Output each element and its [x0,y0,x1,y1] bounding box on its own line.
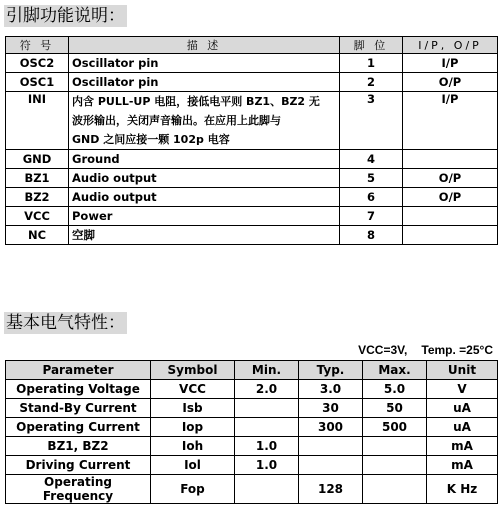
param-name: BZ1, BZ2 [6,437,151,456]
desc-line: GND 之间应接一颗 102p 电容 [72,133,230,146]
param-typ: 3.0 [299,380,363,399]
pin-symbol: INI [6,92,69,150]
pin-number: 4 [340,150,403,169]
header-max: Max. [363,361,427,380]
param-min [235,399,299,418]
header-parameter: Parameter [6,361,151,380]
param-max [363,475,427,504]
pin-symbol: OSC1 [6,73,69,92]
param-name: Operating Voltage [6,380,151,399]
table-row [6,226,498,245]
param-symbol: Iop [151,418,235,437]
pin-description: Audio output [69,188,340,207]
table-row [6,207,498,226]
pin-io [403,207,498,226]
param-typ [299,437,363,456]
pin-number: 3 [340,92,403,150]
header-io: I/P, O/P [403,37,498,54]
param-unit: V [427,380,498,399]
table-header-row [6,37,498,54]
param-symbol: Fop [151,475,235,504]
pin-io [403,226,498,245]
param-symbol: Isb [151,399,235,418]
header-unit: Unit [427,361,498,380]
pin-description: Oscillator pin [69,73,340,92]
table-header-row [6,361,498,380]
param-min: 1.0 [235,456,299,475]
pin-symbol: BZ1 [6,169,69,188]
pin-symbol: OSC2 [6,54,69,73]
param-unit: mA [427,437,498,456]
pin-io [403,150,498,169]
pin-io: I/P [403,54,498,73]
header-symbol: Symbol [151,361,235,380]
pin-description: Power [69,207,340,226]
header-description: 描 述 [69,37,340,54]
table-row [6,475,498,504]
table-row [6,399,498,418]
param-typ [299,456,363,475]
pin-symbol: BZ2 [6,188,69,207]
test-conditions [358,343,493,357]
pin-io: O/P [403,73,498,92]
pin-description: Ground [69,150,340,169]
param-unit: mA [427,456,498,475]
table-row [6,169,498,188]
pin-description: 空脚 [69,226,340,245]
pin-symbol: NC [6,226,69,245]
pin-io: I/P [403,92,498,150]
param-min [235,475,299,504]
electrical-characteristics-table [5,360,498,504]
pin-number: 7 [340,207,403,226]
param-name: Operating Frequency [6,475,151,504]
pin-symbol: VCC [6,207,69,226]
param-max: 50 [363,399,427,418]
table-row [6,456,498,475]
param-min: 1.0 [235,437,299,456]
pin-io: O/P [403,188,498,207]
desc-line: 波形输出，关闭声音输出。在应用上此脚与 [72,114,281,127]
pin-function-title: 引脚功能说明： [6,6,125,26]
param-max [363,456,427,475]
vcc-condition: VCC=3V, [358,343,408,357]
table-row [6,188,498,207]
pin-number: 6 [340,188,403,207]
pin-description [69,92,340,150]
pin-description: Oscillator pin [69,54,340,73]
param-name: Driving Current [6,456,151,475]
header-symbol: 符 号 [6,37,69,54]
param-typ: 30 [299,399,363,418]
desc-line: 内含 PULL-UP 电阻，接低电平则 BZ1、BZ2 无 [72,95,320,108]
table-row [6,380,498,399]
header-min: Min. [235,361,299,380]
param-unit: uA [427,399,498,418]
param-name: Stand-By Current [6,399,151,418]
table-row [6,54,498,73]
table-row [6,73,498,92]
header-typ: Typ. [299,361,363,380]
param-min: 2.0 [235,380,299,399]
header-pin: 脚 位 [340,37,403,54]
table-row [6,418,498,437]
param-typ: 300 [299,418,363,437]
param-min [235,418,299,437]
param-unit: K Hz [427,475,498,504]
param-symbol: Ioh [151,437,235,456]
param-max [363,437,427,456]
electrical-characteristics-title: 基本电气特性： [6,313,125,333]
table-row [6,437,498,456]
table-row [6,92,498,150]
table-row [6,150,498,169]
param-name: Operating Current [6,418,151,437]
pin-io: O/P [403,169,498,188]
param-max: 500 [363,418,427,437]
pin-number: 5 [340,169,403,188]
pin-number: 2 [340,73,403,92]
param-max: 5.0 [363,380,427,399]
pin-number: 1 [340,54,403,73]
pin-function-table [5,36,498,245]
param-unit: uA [427,418,498,437]
pin-description: Audio output [69,169,340,188]
pin-symbol: GND [6,150,69,169]
param-symbol: VCC [151,380,235,399]
temp-condition: Temp. =25°C [421,343,493,357]
param-typ: 128 [299,475,363,504]
param-symbol: Iol [151,456,235,475]
pin-number: 8 [340,226,403,245]
